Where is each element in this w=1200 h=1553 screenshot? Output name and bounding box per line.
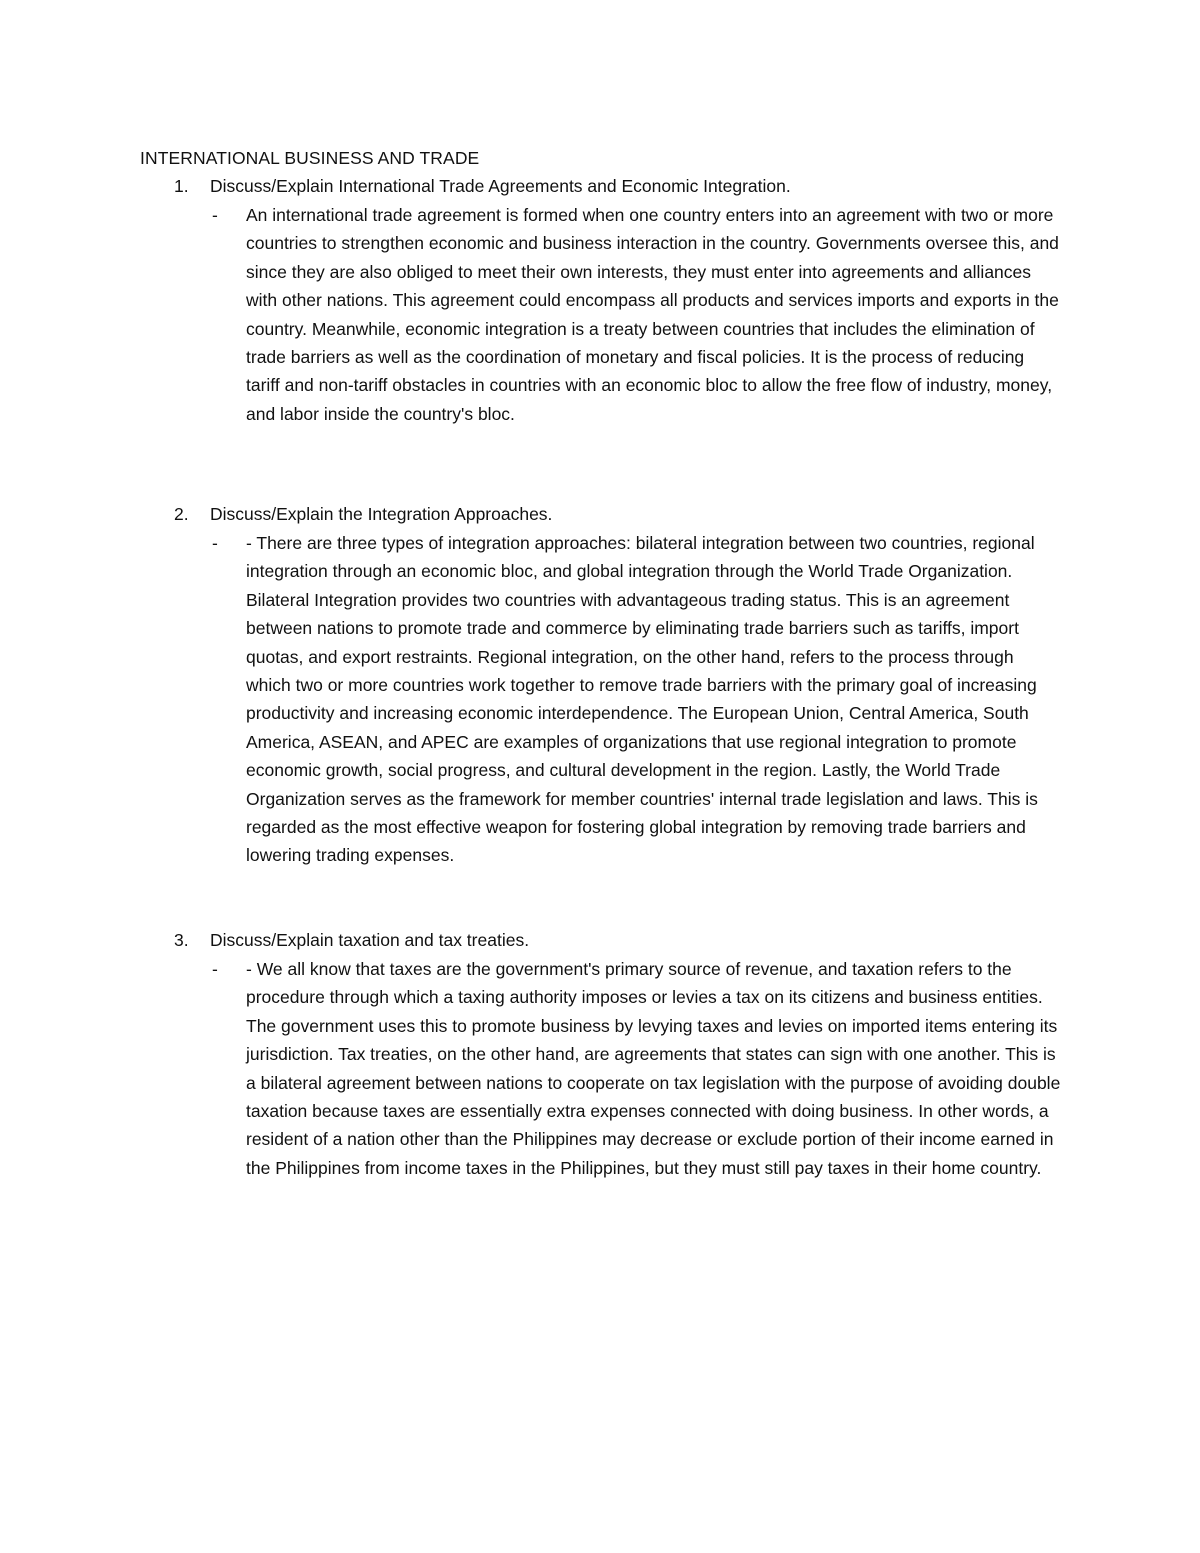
question-text: Discuss/Explain taxation and tax treaties. (210, 930, 530, 950)
answer-text: - We all know that taxes are the government's primary source of revenue, and taxation refers to the procedure through which a taxing authority imposes or levies a tax on its citizens and business entities. The government uses this to promote business by levying taxes and levies on imported items entering its jurisdiction. Tax treaties, on the other hand, are agreements that states can sign with one another. This is a bilateral agreement between nations to cooperate on tax legislation with the purpose of avoiding double taxation because taxes are essentially extra expenses connected with doing business. In other words, a resident of a nation other than the Philippines may decrease or exclude portion of their income earned in the Philippines from income taxes in the Philippines, but they must still pay taxes in their home country. (246, 959, 1061, 1178)
question-item-2 (140, 500, 1070, 870)
answer-block (140, 201, 1070, 428)
document-title: INTERNATIONAL BUSINESS AND TRADE (140, 148, 480, 168)
question-line (140, 172, 1070, 200)
question-item-3 (140, 926, 1070, 1182)
question-number: 3. (174, 930, 189, 950)
answer-block (140, 955, 1070, 1182)
answer-text: An international trade agreement is formed when one country enters into an agreement with two or more countries to strengthen economic and business interaction in the country. Governments oversee this, and since they are also obliged to meet their own interests, they must enter into agreements and alliances with other nations. This agreement could encompass all products and services imports and exports in the country. Meanwhile, economic integration is a treaty between countries that includes the elimination of trade barriers as well as the coordination of monetary and fiscal policies. It is the process of reducing tariff and non-tariff obstacles in countries with an economic bloc to allow the free flow of industry, money, and labor inside the country's bloc. (246, 205, 1059, 424)
answer-block (140, 529, 1070, 870)
answer-text: - There are three types of integration approaches: bilateral integration between two countries, regional integration through an economic bloc, and global integration through the World Trade Organization. Bilateral Integration provides two countries with advantageous trading status. This is an agreement between nations to promote trade and commerce by eliminating trade barriers such as tariffs, import quotas, and export restraints. Regional integration, on the other hand, refers to the process through which two or more countries work together to remove trade barriers with the primary goal of increasing productivity and increasing economic interdependence. The European Union, Central America, South America, ASEAN, and APEC are examples of organizations that use regional integration to promote economic growth, social progress, and cultural development in the region. Lastly, the World Trade Organization serves as the framework for member countries' internal trade legislation and laws. This is regarded as the most effective weapon for fostering global integration by removing trade barriers and lowering trading expenses. (246, 533, 1038, 866)
question-text: Discuss/Explain the Integration Approaches. (210, 504, 553, 524)
question-line (140, 926, 1070, 954)
answer-bullet: - (212, 959, 218, 979)
answer-bullet: - (212, 205, 218, 225)
question-line (140, 500, 1070, 528)
question-number: 2. (174, 504, 189, 524)
answer-bullet: - (212, 533, 218, 553)
question-text: Discuss/Explain International Trade Agreements and Economic Integration. (210, 176, 791, 196)
question-item-1 (140, 172, 1070, 428)
question-number: 1. (174, 176, 189, 196)
